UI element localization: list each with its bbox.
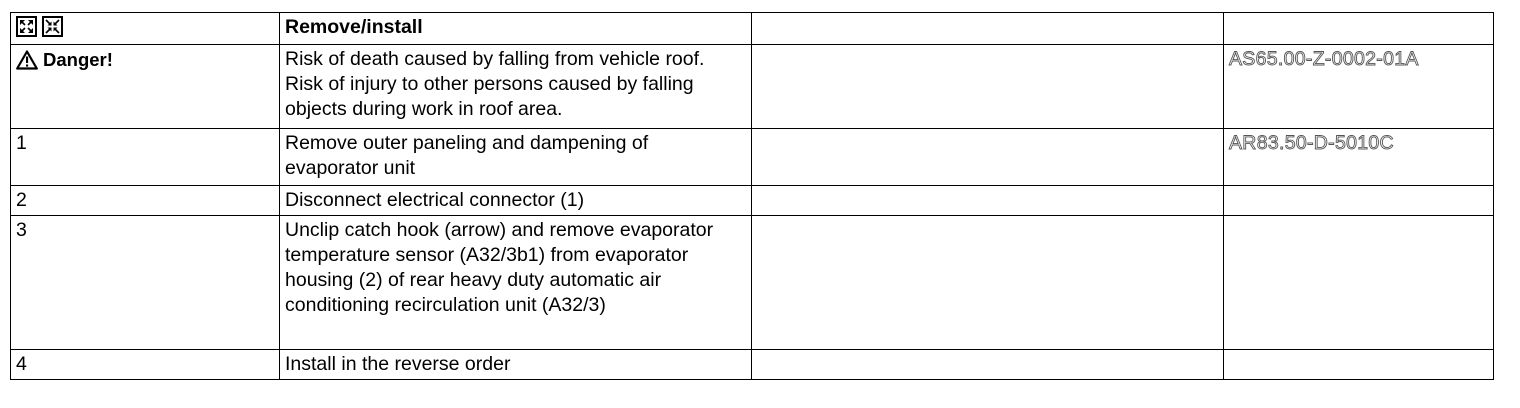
section-title: Remove/install [280, 13, 752, 45]
procedure-table [10, 12, 1494, 380]
expand-icon[interactable] [16, 16, 37, 37]
danger-text: Risk of death caused by falling from vehicle roof. Risk of injury to other persons caused by falling objects during work in roof area. [280, 45, 752, 129]
step-number: 4 [11, 350, 280, 380]
step-ref-cell [1224, 186, 1494, 216]
step-note [752, 129, 1224, 186]
table-row [11, 216, 1494, 350]
step-reference-link[interactable]: AR83.50-D-5010C [1229, 132, 1394, 154]
step-ref-cell [1224, 216, 1494, 350]
warning-triangle-icon [16, 50, 38, 70]
step-text: Disconnect electrical connector (1) [280, 186, 752, 216]
table-row [11, 129, 1494, 186]
step-ref-cell [1224, 350, 1494, 380]
view-toggle-cell [11, 13, 280, 45]
step-text: Remove outer paneling and dampening of evaporator unit [280, 129, 752, 186]
danger-note-cell [752, 45, 1224, 129]
danger-ref-cell [1224, 45, 1494, 129]
danger-row [11, 45, 1494, 129]
table-row [11, 186, 1494, 216]
table-row [11, 350, 1494, 380]
header-note-cell [752, 13, 1224, 45]
step-text: Unclip catch hook (arrow) and remove evaporator temperature sensor (A32/3b1) from evaporator housing (2) of rear heavy duty automatic air conditioning recirculation unit (A32/3) [280, 216, 752, 350]
step-note [752, 186, 1224, 216]
step-number: 3 [11, 216, 280, 350]
step-number: 2 [11, 186, 280, 216]
collapse-icon[interactable] [42, 16, 63, 37]
danger-label: Danger! [43, 49, 113, 70]
step-text: Install in the reverse order [280, 350, 752, 380]
header-ref-cell [1224, 13, 1494, 45]
step-note [752, 216, 1224, 350]
table-header-row [11, 13, 1494, 45]
step-ref-cell [1224, 129, 1494, 186]
danger-label-cell [11, 45, 280, 129]
danger-reference-link[interactable]: AS65.00-Z-0002-01A [1229, 48, 1419, 70]
step-note [752, 350, 1224, 380]
step-number: 1 [11, 129, 280, 186]
